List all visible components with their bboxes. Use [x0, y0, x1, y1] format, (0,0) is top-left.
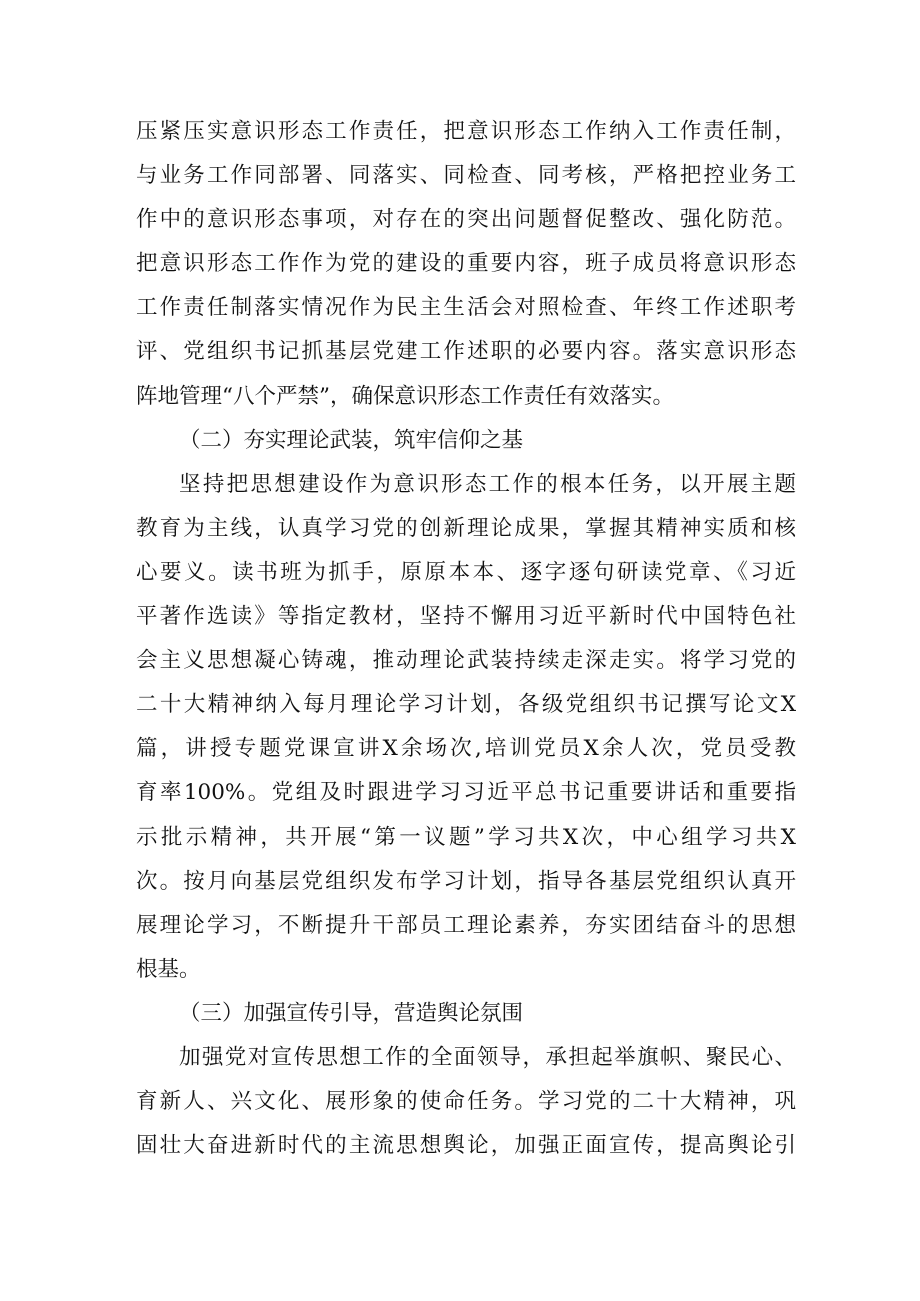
section-heading-3: （三）加强宣传引导，营造舆论氛围	[179, 1000, 524, 1026]
paragraph-1-line-6: 评、党组织书记抓基层党建工作述职的必要内容。落实意识形态	[136, 339, 796, 365]
paragraph-2-line-12: 根基。	[136, 956, 201, 982]
paragraph-1-line-2: 与业务工作同部署、同落实、同检查、同考核，严格把控业务工	[136, 163, 796, 189]
paragraph-2-line-6: 二十大精神纳入每月理论学习计划，各级党组织书记撰写论文X	[136, 692, 796, 718]
paragraph-2-line-2: 教育为主线，认真学习党的创新理论成果，掌握其精神实质和核	[136, 515, 796, 541]
paragraph-2-line-9: 示批示精神，共开展“第一议题”学习共X次，中心组学习共X	[136, 824, 796, 850]
paragraph-2-line-4: 平著作选读》等指定教材，坚持不懈用习近平新时代中国特色社	[136, 604, 796, 630]
paragraph-1-line-3: 作中的意识形态事项，对存在的突出问题督促整改、强化防范。	[136, 207, 796, 233]
paragraph-1-line-5: 工作责任制落实情况作为民主生活会对照检查、年终工作述职考	[136, 295, 796, 321]
paragraph-1-line-7: 阵地管理“八个严禁”，确保意识形态工作责任有效落实。	[136, 383, 674, 409]
paragraph-2-line-3: 心要义。读书班为抓手，原原本本、逐字逐句研读党章、《习近	[136, 559, 796, 585]
paragraph-2-line-11: 展理论学习，不断提升干部员工理论素养，夯实团结奋斗的思想	[136, 912, 796, 938]
paragraph-2-line-10: 次。按月向基层党组织发布学习计划，指导各基层党组织认真开	[136, 868, 796, 894]
paragraph-1-line-1: 压紧压实意识形态工作责任，把意识形态工作纳入工作责任制，	[136, 119, 796, 144]
paragraph-3-line-3: 固壮大奋进新时代的主流思想舆论，加强正面宣传，提高舆论引	[136, 1133, 796, 1159]
paragraph-1-line-4: 把意识形态工作作为党的建设的重要内容，班子成员将意识形态	[136, 251, 796, 277]
section-heading-2: （二）夯实理论武装，筑牢信仰之基	[179, 427, 524, 453]
paragraph-2-line-7: 篇，讲授专题党课宣讲X余场次,培训党员X余人次，党员受教	[136, 736, 796, 762]
paragraph-3-line-2: 育新人、兴文化、展形象的使命任务。学习党的二十大精神，巩	[136, 1089, 796, 1115]
paragraph-2-line-5: 会主义思想凝心铸魂，推动理论武装持续走深走实。将学习党的	[136, 648, 796, 674]
paragraph-3-line-1: 加强党对宣传思想工作的全面领导，承担起举旗帜、聚民心、	[179, 1044, 796, 1070]
document-body	[136, 110, 796, 1168]
paragraph-2-line-8: 育率100%。党组及时跟进学习习近平总书记重要讲话和重要指	[136, 780, 796, 806]
paragraph-2-line-1: 坚持把思想建设作为意识形态工作的根本任务，以开展主题	[179, 471, 796, 497]
